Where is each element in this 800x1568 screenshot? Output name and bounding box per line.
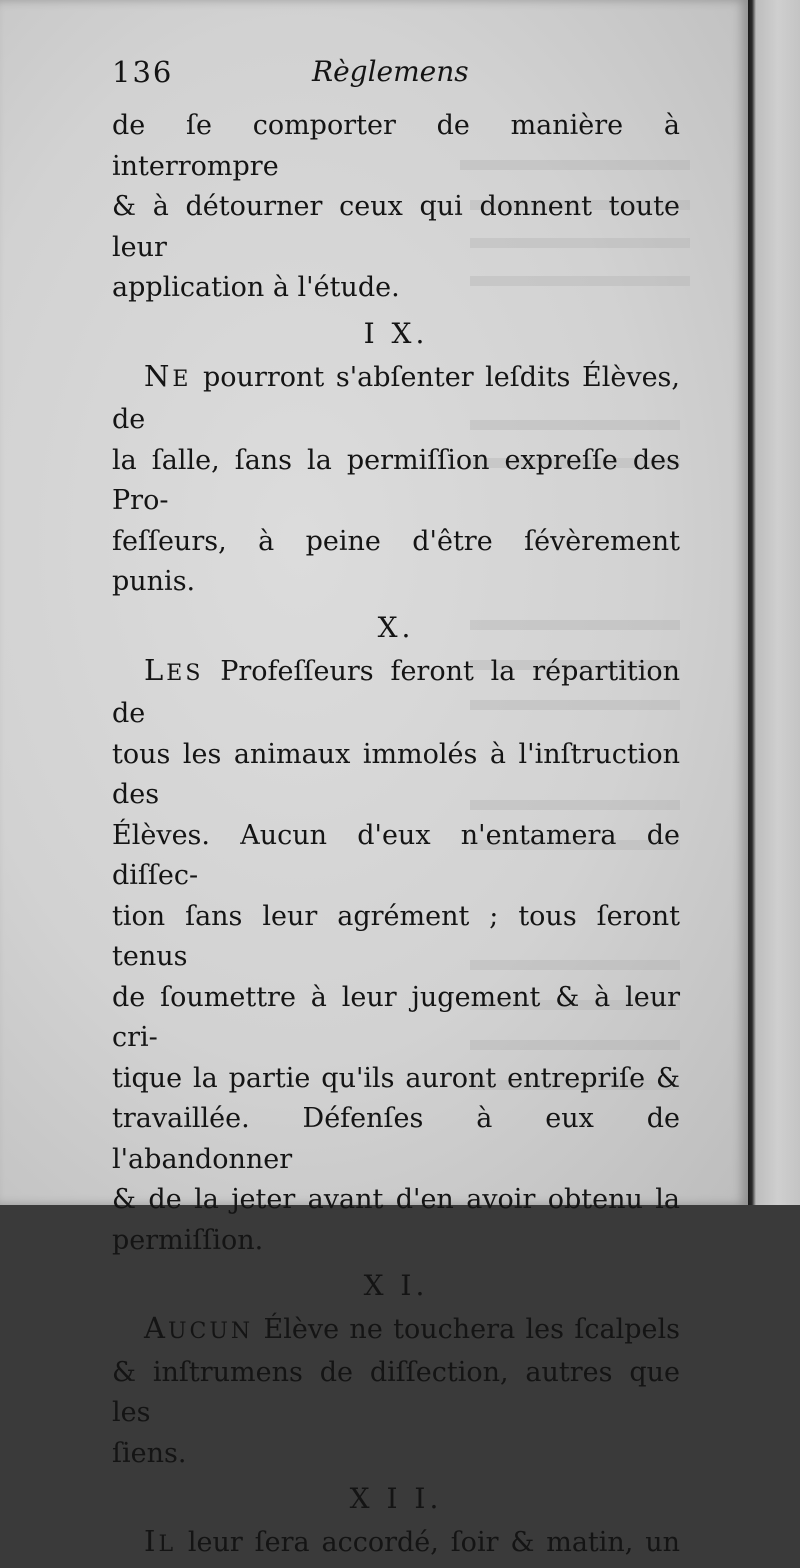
text-line: & à détourner ceux qui donnent toute leur [112,191,680,263]
section-heading: X I I. [349,1482,443,1515]
text-line: ſiens. [112,1437,187,1469]
text-line: de ſe comporter de manière à interrompre [112,110,680,182]
small-caps-opening [144,1524,177,1558]
text-line: tique la partie qu'ils auront entrepriſe & [112,1062,680,1094]
lead-small-caps: UCUN [167,1319,254,1344]
running-head: Règlemens [312,55,469,88]
text-line: feſſeurs, à peine d'être ſévèrement punis. [112,525,680,597]
small-caps-opening [144,358,192,393]
lead-small-caps: E [172,366,192,392]
text-line: permiſſion. [112,1224,264,1256]
section-paragraph [112,1308,680,1474]
text-line: & inſtrumens de diſſection, autres que les [112,1356,680,1428]
line-text: pourront s'abſenter leſdits Élèves, de [112,361,680,435]
book-spine-gutter [748,0,800,1205]
line-text: Profeſſeurs feront la répartition de [112,655,680,729]
text-line: travaillée. Défenſes à eux de l'abandonner [112,1103,680,1175]
lead-capital: L [144,652,167,687]
text-line: de ſoumettre à leur jugement & à leur cri- [112,981,680,1053]
page-header [112,52,680,106]
line-text: leur ſera accordé, ſoir & matin, un [176,1527,680,1558]
section-heading: X. [377,610,415,644]
lead-small-caps: L [158,1532,177,1557]
text-line: tion ſans leur agrément ; tous ſeront tenus [112,900,680,972]
lead-capital: N [144,358,173,393]
text-line: la ſalle, ſans la permiſſion expreſſe des Pro- [112,444,680,516]
section-paragraph [112,356,680,603]
text-line: Élèves. Aucun d'eux n'entamera de diſſec- [112,819,680,891]
text-line: application à l'étude. [112,272,400,303]
section-heading: I X. [363,316,429,350]
line-text: Élève ne touchera les ſcalpels [253,1314,680,1345]
page-number: 136 [112,55,174,89]
text-line: tous les animaux immolés à l'inſtruction des [112,738,680,810]
section-paragraph [112,1521,680,1566]
lead-small-caps: ES [166,660,204,686]
text-line [112,356,680,441]
intro-paragraph [112,106,680,309]
section-heading: X I. [363,1269,429,1302]
small-caps-opening [144,1311,254,1345]
lead-capital: I [144,1524,159,1558]
text-line [112,1521,680,1566]
lead-capital: A [144,1311,168,1345]
text-line: & de la jeter avant d'en avoir obtenu la [112,1184,680,1215]
section-paragraph [112,650,680,1262]
text-line [112,1308,680,1353]
small-caps-opening [144,652,204,687]
page-text [112,52,680,1568]
text-line [112,650,680,735]
